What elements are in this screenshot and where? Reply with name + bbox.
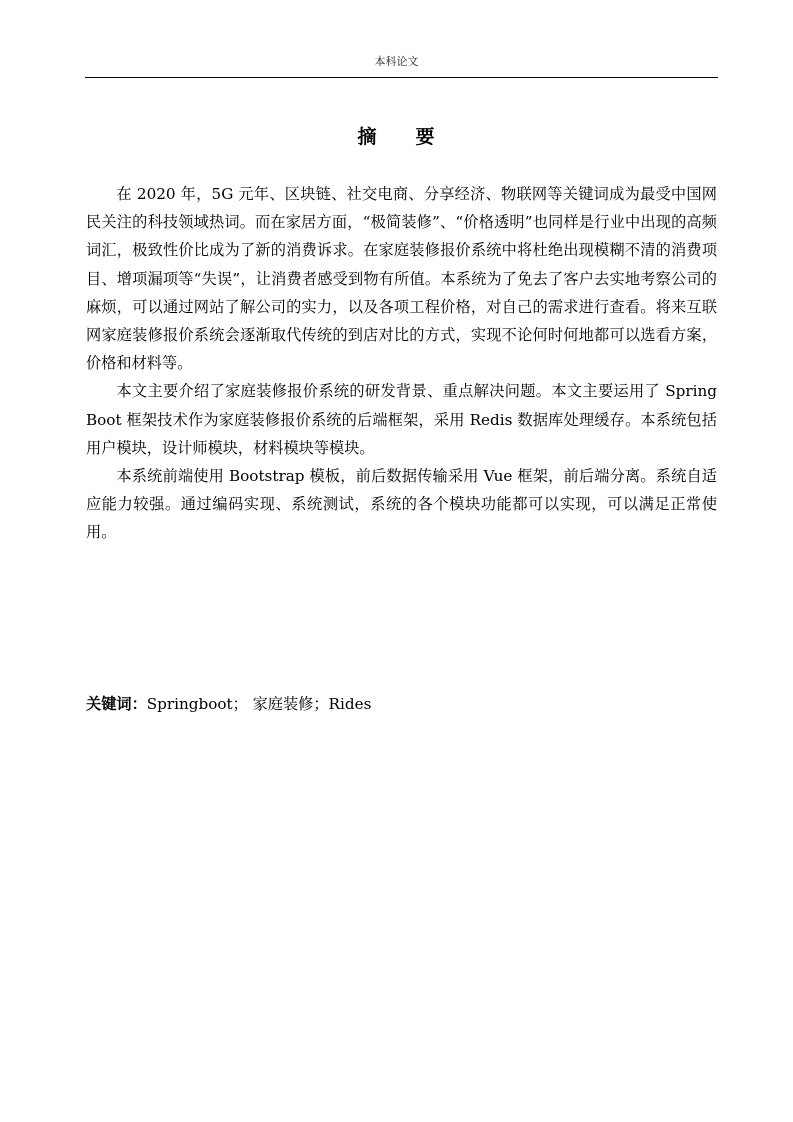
keywords-line <box>86 690 717 718</box>
abstract-title-right: 要 <box>415 126 436 148</box>
abstract-title <box>0 124 793 150</box>
abstract-paragraph-1: 在 2020 年，5G 元年、区块链、社交电商、分享经济、物联网等关键词成为最受中国网民关注的科技领域热词。而在家居方面，“极简装修”、“价格透明”也同样是行业中出现的高频词汇，极致性价比成为了新的消费诉求。在家庭装修报价系统中将杜绝出现模糊不清的消费项目、增项漏项等“失误”，让消费者感受到物有所值。本系统为了免去了客户去实地考察公司的麻烦，可以通过网站了解公司的实力，以及各项工程价格，对自己的需求进行查看。将来互联网家庭装修报价系统会逐渐取代传统的到店对比的方式，实现不论何时何地都可以选看方案，价格和材料等。 <box>86 185 717 373</box>
abstract-paragraph-3: 本系统前端使用 Bootstrap 模板，前后数据传输采用 Vue 框架，前后端分离。系统自适应能力较强。通过编码实现、系统测试，系统的各个模块功能都可以实现，可以满足正常使用。 <box>86 467 717 542</box>
abstract-body <box>86 180 717 547</box>
header-rule <box>85 77 718 78</box>
abstract-paragraph-2: 本文主要介绍了家庭装修报价系统的研发背景、重点解决问题。本文主要运用了 Spring Boot 框架技术作为家庭装修报价系统的后端框架，采用 Redis 数据库处理缓存。本系统包括用户模块，设计师模块，材料模块等模块。 <box>86 382 717 457</box>
running-header: 本科论文 <box>374 55 419 68</box>
keywords-label: 关键词： <box>86 695 147 713</box>
abstract-title-left: 摘 <box>357 126 378 148</box>
keywords-text: Springboot； 家庭装修；Rides <box>146 695 372 713</box>
